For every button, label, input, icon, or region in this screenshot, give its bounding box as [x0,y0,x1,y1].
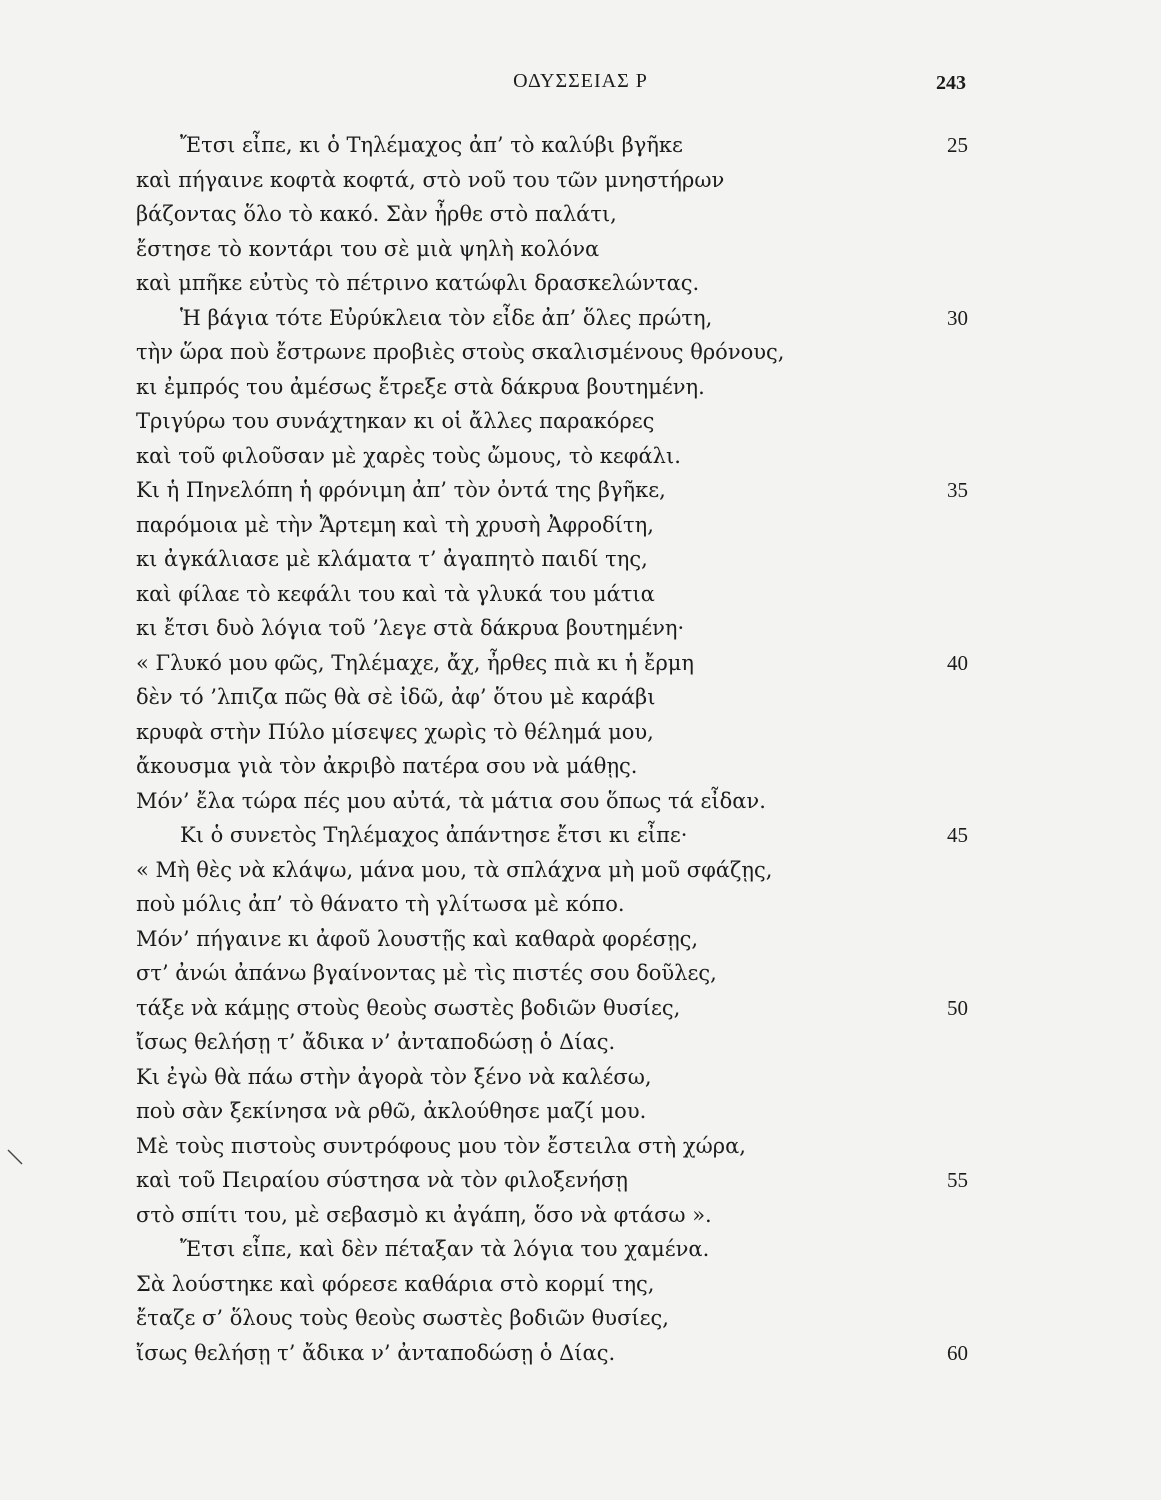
verse-line [0,1336,1161,1371]
verse-line [0,542,1161,577]
verse-line [0,473,1161,508]
margin-pencil-mark [6,1148,24,1166]
line-number: 60 [947,1340,968,1365]
verse-text: κρυφὰ στὴν Πύλο μίσεψες χωρὶς τὸ θέλημά μου, [136,719,654,744]
verse-text: ἔστησε τὸ κοντάρι του σὲ μιὰ ψηλὴ κολόνα [136,236,600,261]
verse-text: βάζοντας ὅλο τὸ κακό. Σὰν ἦρθε στὸ παλάτι, [136,202,617,226]
verse-line [0,646,1161,681]
verse-text: Ἔτσι εἶπε, καὶ δὲν πέταξαν τὰ λόγια του χαμένα. [180,1237,710,1261]
verse-line [0,439,1161,474]
verse-text: « Μὴ θὲς νὰ κλάψω, μάνα μου, τὰ σπλάχνα μὴ μοῦ σφάζῃς, [136,857,773,882]
page-number: 243 [936,72,966,94]
verse-line [0,301,1161,336]
running-header-title: ΟΔΥΣΣΕΙΑΣ Ρ [513,70,648,92]
verse-line [0,1198,1161,1233]
verse-text: Σὰ λούστηκε καὶ φόρεσε καθάρια στὸ κορμί της, [136,1271,655,1296]
verse-line [0,128,1161,163]
poem-body [0,128,1161,1370]
verse-text: καὶ μπῆκε εὐτὺς τὸ πέτρινο κατώφλι δρασκελώντας. [136,271,700,295]
line-number: 35 [947,478,968,502]
verse-text: κι ἔτσι δυὸ λόγια τοῦ ’λεγε στὰ δάκρυα βουτημένη· [136,616,685,640]
verse-text: Κι ὁ συνετὸς Τηλέμαχος ἀπάντησε ἔτσι κι εἶπε· [180,823,688,847]
verse-text: καὶ φίλαε τὸ κεφάλι του καὶ τὰ γλυκά του μάτια [136,581,655,606]
verse-text: κι ἐμπρός του ἀμέσως ἔτρεξε στὰ δάκρυα βουτημένη. [136,374,705,399]
verse-text: καὶ τοῦ Πειραίου σύστησα νὰ τὸν φιλοξενήσῃ [136,1168,628,1192]
verse-line [0,715,1161,750]
verse-text: στ’ ἀνώι ἀπάνω βγαίνοντας μὲ τὶς πιστές σου δοῦλες, [136,961,717,985]
verse-text: καὶ πήγαινε κοφτὰ κοφτά, στὸ νοῦ του τῶν μνηστήρων [136,167,725,192]
verse-line [0,163,1161,198]
verse-line [0,956,1161,991]
verse-text: Ἔτσι εἶπε, κι ὁ Τηλέμαχος ἀπ’ τὸ καλύβι βγῆκε [180,133,683,157]
verse-text: Κι ἡ Πηνελόπη ἡ φρόνιμη ἀπ’ τὸν ὀντά της βγῆκε, [136,478,666,502]
verse-line [0,370,1161,405]
verse-line [0,749,1161,784]
line-number: 45 [947,823,968,847]
verse-line [0,784,1161,819]
verse-line [0,922,1161,957]
verse-line [0,887,1161,922]
verse-line [0,1060,1161,1095]
verse-line [0,1232,1161,1267]
verse-text: Μὲ τοὺς πιστοὺς συντρόφους μου τὸν ἔστειλα στὴ χώρα, [136,1133,746,1158]
verse-line [0,508,1161,543]
verse-line [0,1301,1161,1336]
verse-text: δὲν τό ’λπιζα πῶς θὰ σὲ ἰδῶ, ἀφ’ ὅτου μὲ καράβι [136,685,656,709]
verse-text: τάξε νὰ κάμῃς στοὺς θεοὺς σωστὲς βοδιῶν θυσίες, [136,995,681,1020]
verse-text: καὶ τοῦ φιλοῦσαν μὲ χαρὲς τοὺς ὤμους, τὸ κεφάλι. [136,443,681,468]
verse-text: Τριγύρω του συνάχτηκαν κι οἱ ἄλλες παρακόρες [136,409,655,433]
verse-line [0,1163,1161,1198]
line-number: 30 [947,305,968,330]
verse-text: Ἡ βάγια τότε Εὐρύκλεια τὸν εἶδε ἀπ’ ὅλες πρώτη, [180,305,713,330]
verse-text: Μόν’ ἔλα τώρα πές μου αὐτά, τὰ μάτια σου ὅπως τά εἶδαν. [136,788,766,813]
verse-line [0,991,1161,1026]
verse-text: παρόμοια μὲ τὴν Ἄρτεμη καὶ τὴ χρυσὴ Ἀφροδίτη, [136,512,654,537]
line-number: 55 [947,1168,968,1192]
verse-line [0,335,1161,370]
line-number: 40 [947,650,968,675]
verse-line [0,232,1161,267]
verse-text: Μόν’ πήγαινε κι ἀφοῦ λουστῇς καὶ καθαρὰ φορέσῃς, [136,926,699,951]
verse-line [0,197,1161,232]
verse-text: κι ἀγκάλιασε μὲ κλάματα τ’ ἀγαπητὸ παιδί της, [136,547,648,571]
verse-text: ποὺ μόλις ἀπ’ τὸ θάνατο τὴ γλίτωσα μὲ κόπο. [136,892,625,916]
verse-text: τὴν ὥρα ποὺ ἔστρωνε προβιὲς στοὺς σκαλισμένους θρόνους, [136,340,785,364]
verse-line [0,1129,1161,1164]
line-number: 25 [947,133,968,157]
verse-line [0,611,1161,646]
verse-text: Κι ἐγὼ θὰ πάω στὴν ἀγορὰ τὸν ξένο νὰ καλέσω, [136,1064,652,1089]
verse-line [0,853,1161,888]
verse-text: ἴσως θελήσῃ τ’ ἄδικα ν’ ἀνταποδώσῃ ὁ Δίας. [136,1340,616,1365]
verse-text: ἄκουσμα γιὰ τὸν ἀκριβὸ πατέρα σου νὰ μάθῃς. [136,754,638,778]
verse-line [0,1025,1161,1060]
verse-line [0,680,1161,715]
line-number: 50 [947,995,968,1020]
verse-line [0,1267,1161,1302]
verse-line [0,1094,1161,1129]
verse-text: ἔταζε σ’ ὅλους τοὺς θεοὺς σωστὲς βοδιῶν θυσίες, [136,1306,669,1330]
verse-text: ποὺ σὰν ξεκίνησα νὰ ρθῶ, ἀκλούθησε μαζί μου. [136,1099,647,1123]
verse-line [0,266,1161,301]
verse-line [0,818,1161,853]
verse-line [0,404,1161,439]
verse-text: ἴσως θελήσῃ τ’ ἄδικα ν’ ἀνταποδώσῃ ὁ Δίας. [136,1030,616,1054]
verse-text: « Γλυκό μου φῶς, Τηλέμαχε, ἄχ, ἦρθες πιὰ κι ἡ ἔρμη [136,650,695,675]
verse-line [0,577,1161,612]
verse-text: στὸ σπίτι του, μὲ σεβασμὸ κι ἀγάπη, ὅσο νὰ φτάσω ». [136,1202,712,1227]
